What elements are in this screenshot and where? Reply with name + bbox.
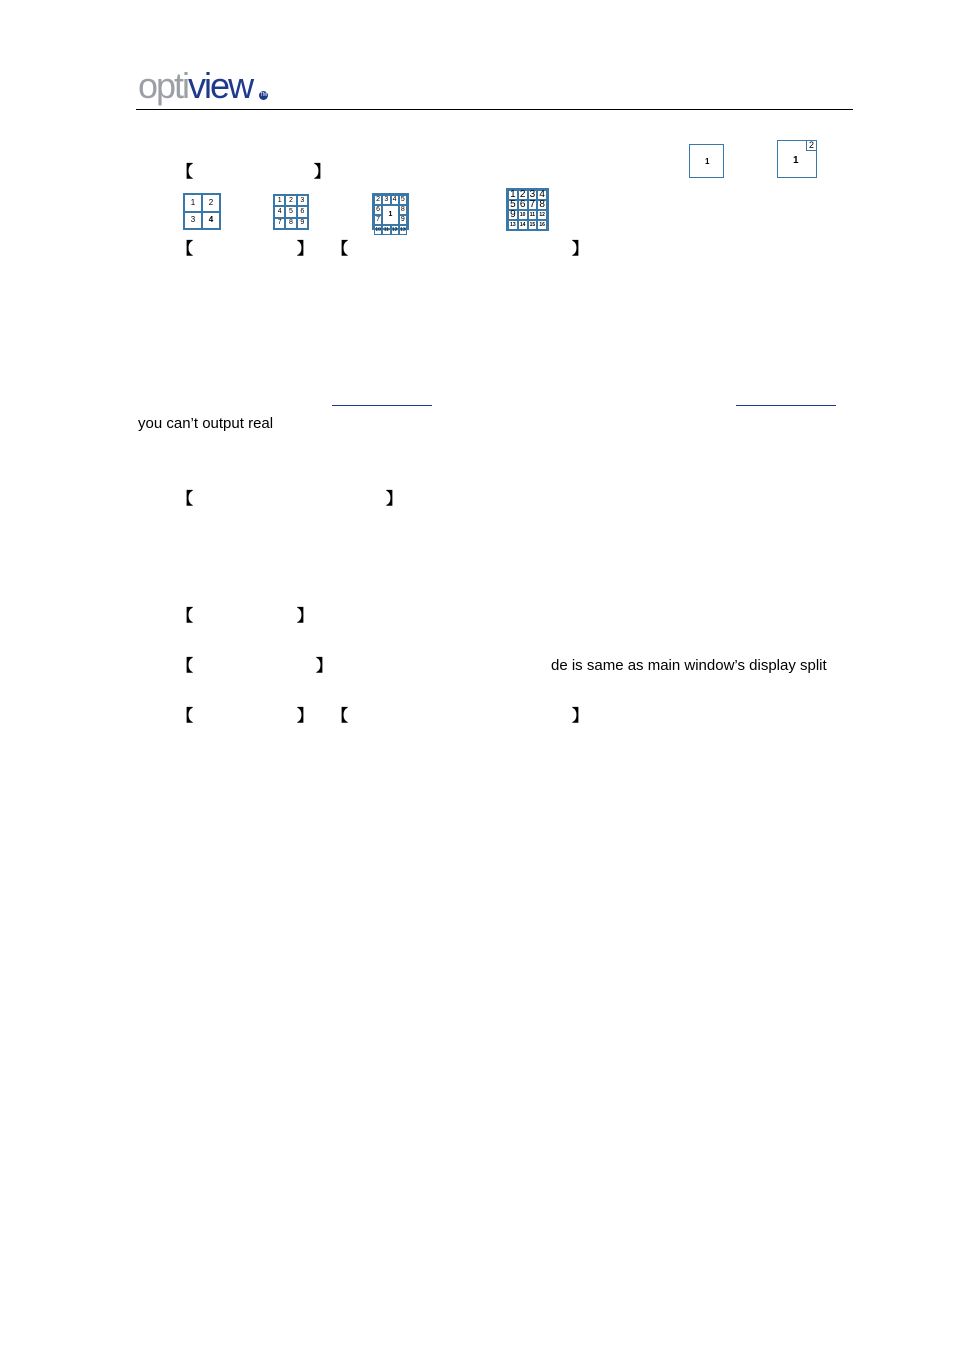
split-cell: 5 (399, 195, 407, 205)
bracket-close: 】 (297, 606, 314, 625)
quad-split-icon[interactable] (183, 193, 221, 230)
split-cell: 6 (297, 206, 308, 217)
split-cell: 10 (518, 210, 528, 220)
bracket-open: 【 (177, 606, 194, 625)
split-cell: 9 (508, 210, 518, 220)
split-cell: 13 (508, 220, 518, 230)
split-cell: 6 (374, 205, 382, 215)
split-cell: 3 (528, 190, 538, 200)
bracket-open: 【 (177, 239, 194, 258)
split-cell: 5 (285, 206, 296, 217)
split-cell: 13 (400, 227, 406, 233)
split-cell: 2 (518, 190, 528, 200)
bracket-open: 【 (332, 706, 349, 725)
split-cell: 12 (537, 210, 547, 220)
split-cell: 4 (274, 206, 285, 217)
body-text-output-real: you can’t output real (138, 415, 274, 432)
split-cell: 14 (518, 220, 528, 230)
split-cell: 16 (537, 220, 547, 230)
split-cell: 11 (528, 210, 538, 220)
split-cell: 2 (202, 194, 220, 212)
pip-screen-icon[interactable]: 1 2 (777, 140, 817, 178)
sixteen-split-icon[interactable] (506, 188, 549, 231)
optiview-logo: optiview (138, 65, 253, 106)
split-cell: 4 (537, 190, 547, 200)
trademark-badge: TM (259, 92, 268, 98)
split-cell: 1 (184, 194, 202, 212)
bracket-open: 【 (177, 656, 194, 675)
split-cell: 2 (374, 195, 382, 205)
bracket-close: 】 (572, 706, 589, 725)
split-cell: 1 (382, 205, 399, 225)
split-cell: 7 (274, 218, 285, 229)
split-cell: 9 (399, 215, 407, 225)
split-cell: 15 (528, 220, 538, 230)
split-cell: 3 (297, 195, 308, 206)
split-cell: 4 (391, 195, 399, 205)
split-cell: 8 (537, 200, 547, 210)
split-cell: 3 (382, 195, 390, 205)
split-cell: 11 (383, 227, 389, 233)
split-cell: 10 (375, 227, 381, 233)
nine-split-icon[interactable] (273, 194, 309, 230)
split-cell: 8 (285, 218, 296, 229)
bracket-open: 【 (177, 489, 194, 508)
split-cell: 12 (391, 227, 398, 233)
bracket-close: 】 (572, 239, 589, 258)
split-cell: 9 (297, 218, 308, 229)
header-divider (136, 109, 853, 110)
hyperlink-underline[interactable] (736, 405, 836, 406)
thirteen-split-icon[interactable] (372, 193, 409, 233)
split-cell: 1 (274, 195, 285, 206)
bracket-open: 【 (177, 162, 194, 181)
bracket-close: 】 (314, 162, 331, 181)
bracket-open: 【 (332, 239, 349, 258)
split-cell: 2 (285, 195, 296, 206)
bracket-close: 】 (386, 489, 403, 508)
bracket-close: 】 (297, 706, 314, 725)
split-cell: 3 (184, 212, 202, 230)
split-cell: 1 (508, 190, 518, 200)
split-cell: 8 (399, 205, 407, 215)
hyperlink-underline[interactable] (332, 405, 432, 406)
split-cell: 7 (374, 215, 382, 225)
bracket-close: 】 (316, 656, 333, 675)
split-cell: 5 (508, 200, 518, 210)
bracket-close: 】 (297, 239, 314, 258)
bracket-open: 【 (177, 706, 194, 725)
split-cell: 7 (528, 200, 538, 210)
split-cell: 6 (518, 200, 528, 210)
split-cell: 4 (202, 212, 220, 230)
single-screen-icon[interactable]: 1 (689, 144, 724, 178)
body-text-split-mode: de is same as main window’s display split (551, 657, 827, 674)
